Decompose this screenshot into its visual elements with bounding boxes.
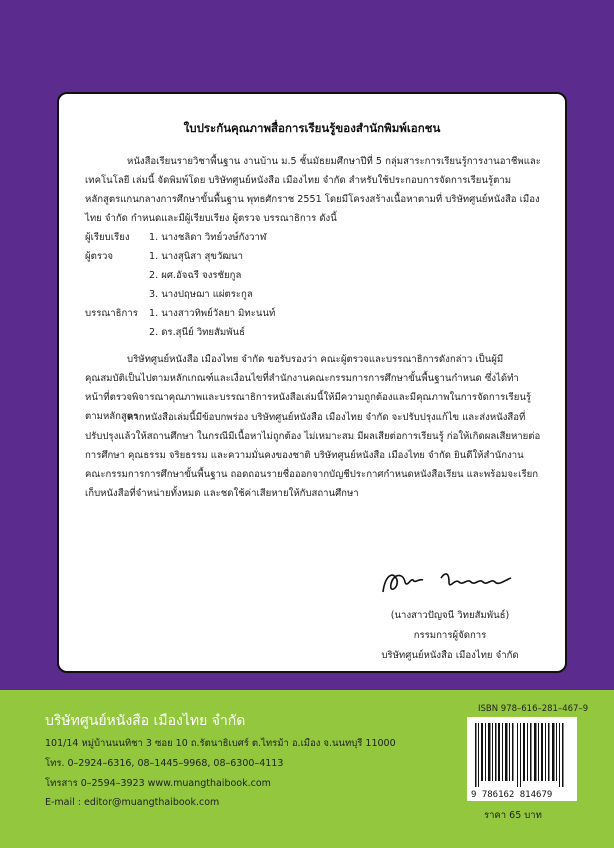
role-label: ผู้เรียบเรียง xyxy=(85,232,130,243)
barcode-digits: 9 786162 814679 xyxy=(471,790,553,800)
person-name: 2. ผศ.อัจฉรี จงรชัยกูล xyxy=(149,270,242,281)
document-title: ใบประกันคุณภาพสื่อการเรียนรู้ของสำนักพิมพ์เอกชน xyxy=(183,121,441,135)
liability-paragraph: หากหนังสือเล่มนี้มีข้อบกพร่อง บริษัทศูนย์หนังสือ เมืองไทย จำกัด จะปรับปรุงแก้ไข และส่งหนังสือที่ปรับปรุงแล้วให้สถานศึกษา ในกรณีมีเนื้อหาไม่ถูกต้อง ไม่เหมาะสม มีผลเสียต่อการเรียนรู้ ก่อให้เกิดผลเสียหายต่อการศึกษา คุณธรรม จริยธรรม และความมั่นคงของชาติ บริษัทศูนย์หนังสือ เมืองไทย จำกัด ยินดีให้สำนักงานคณะกรรมการการศึกษาขั้นพื้นฐาน ถอดถอนรายชื่อออกจากบัญชีประกาศกำหนดหนังสือเรียน และพร้อมจะเรียกเก็บหนังสือที่จำหน่ายทั้งหมด และชดใช้ค่าเสียหายให้กับสถานศึกษา xyxy=(85,412,541,499)
person-name: 1. นางสุนิสา สุขวัฒนา xyxy=(149,251,243,262)
signer-position: กรรมการผู้จัดการ xyxy=(413,630,487,641)
person-name: 2. ดร.สุนีย์ วิทยสัมพันธ์ xyxy=(149,327,245,338)
publisher-email: E-mail : editor@muangthaibook.com xyxy=(45,797,220,808)
handwritten-signature xyxy=(379,564,529,600)
certificate-paper xyxy=(57,92,567,673)
price-label: ราคา 65 บาท xyxy=(484,810,542,821)
certification-paragraph: บริษัทศูนย์หนังสือ เมืองไทย จำกัด ขอรับรองว่า คณะผู้ตรวจและบรรณาธิการดังกล่าว เป็นผู้มีคุณสมบัติเป็นไปตามหลักเกณฑ์และเงื่อนไขที่สำนักงานคณะกรรมการการศึกษาขั้นพื้นฐานกำหนด ซึ่งได้ทำหน้าที่ตรวจพิจารณาคุณภาพและบรรณาธิการหนังสือเล่มนี้ให้มีความถูกต้องและมีคุณภาพในการจัดการเรียนรู้ตามหลักสูตร xyxy=(85,354,532,422)
intro-paragraph: หนังสือเรียนรายวิชาพื้นฐาน งานบ้าน ม.5 ชั้นมัธยมศึกษาปีที่ 5 กลุ่มสาระการเรียนรู้การงานอาชีพและเทคโนโลยี เล่มนี้ จัดพิมพ์โดย บริษัทศูนย์หนังสือ เมืองไทย จำกัด สำหรับใช้ประกอบการจัดการเรียนรู้ตามหลักสูตรแกนกลางการศึกษาขั้นพื้นฐาน พุทธศักราช 2551 โดยมีโครงสร้างเนื้อหาตามที่ บริษัทศูนย์หนังสือ เมืองไทย จำกัด กำหนดและมีผู้เรียบเรียง ผู้ตรวจ บรรณาธิการ ดังนี้ xyxy=(85,156,541,224)
barcode xyxy=(467,717,577,801)
signer-name: (นางสาวปัญจนี วิทยสัมพันธ์) xyxy=(390,610,510,621)
publisher-name: บริษัทศูนย์หนังสือ เมืองไทย จำกัด xyxy=(45,713,246,729)
isbn-label: ISBN 978–616–281–467–9 xyxy=(478,704,589,714)
publisher-phone: โทร. 0–2924–6316, 08–1445–9968, 08–6300–4113 xyxy=(45,758,284,769)
publisher-address: 101/14 หมู่บ้านนนทิชา 3 ซอย 10 ถ.รัตนาธิเบศร์ ต.ไทรม้า อ.เมือง จ.นนทบุรี 11000 xyxy=(45,738,396,749)
role-label: ผู้ตรวจ xyxy=(85,251,114,262)
signer-company: บริษัทศูนย์หนังสือ เมืองไทย จำกัด xyxy=(381,650,519,661)
role-label: บรรณาธิการ xyxy=(85,308,138,319)
person-name: 3. นางปฤษฌา แผ่ตระกูล xyxy=(149,289,253,300)
publisher-fax-website: โทรสาร 0–2594–3923 www.muangthaibook.com xyxy=(45,778,271,789)
barcode-bars xyxy=(467,717,577,801)
person-name: 1. นางชลิดา วิทย์วงษ์กังวาฬ xyxy=(149,232,267,243)
person-name: 1. นางสาวทิพย์วัลยา มิทะนนท์ xyxy=(149,308,276,319)
signature-block xyxy=(355,606,545,666)
